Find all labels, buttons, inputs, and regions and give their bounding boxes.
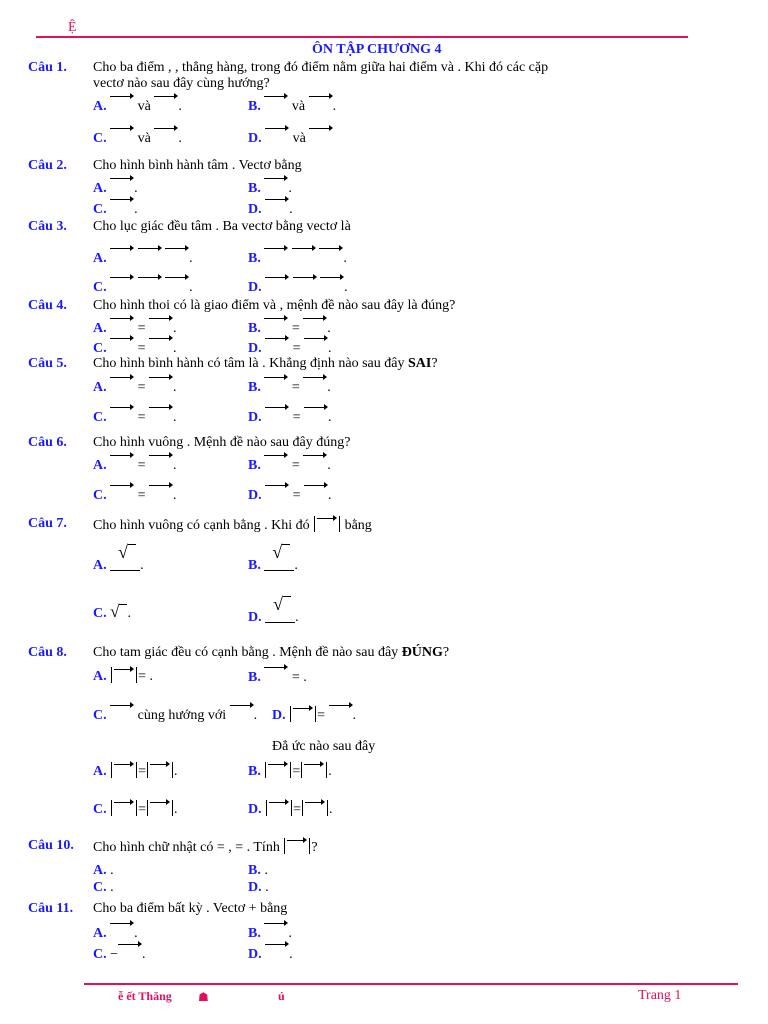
question-label: Câu 11. [28, 901, 74, 916]
question-text: Cho tam giác đều có cạnh bằng . Mệnh đề nào sau đây ĐÚNG? [93, 645, 450, 660]
option-c: C. . [93, 199, 138, 218]
footer-left: ễ ết Thăng [118, 989, 172, 1003]
option-a: A. . [93, 923, 138, 942]
option-d: D. . [248, 944, 293, 963]
option-c: C. = . [93, 338, 177, 357]
option-b: B. = . [248, 318, 331, 337]
option-c: C. = . [93, 802, 178, 817]
option-a: A. = . [93, 764, 178, 779]
question-text: Cho ba điểm bất kỳ . Vectơ + bằng [93, 901, 288, 916]
option-d: D. = . [248, 407, 332, 426]
question-label: Câu 6. [28, 435, 67, 450]
option-b: B. . [248, 923, 292, 942]
option-d: D. và [248, 128, 333, 147]
question-text: Cho lục giác đều tâm . Ba vectơ bằng vectơ là [93, 219, 351, 234]
option-a: A. = . [93, 377, 177, 396]
option-a: A. = . [93, 669, 154, 684]
header-mark: Ệ [68, 20, 77, 35]
option-d: D. . [248, 880, 269, 895]
option-b: B. = . [248, 667, 307, 686]
option-d: D. = . [248, 802, 333, 817]
question-label: Câu 10. [28, 838, 74, 853]
question-text: Cho hình chữ nhật có = , = . Tính ? [93, 840, 318, 855]
question-label: Câu 3. [28, 219, 67, 234]
option-a: A. và . [93, 96, 182, 115]
question-text: Cho ba điểm , , thẳng hàng, trong đó điểm nằm giữa hai điểm và . Khi đó các cặp [93, 60, 549, 75]
option-a: A. = . [93, 455, 177, 474]
option-d: D. = . [248, 485, 332, 504]
option-b: B. . [248, 863, 268, 878]
footer-mid: ú [278, 989, 285, 1003]
option-a: A. . [93, 863, 114, 878]
option-c: C. cùng hướng với . [93, 705, 257, 724]
option-d: D. = . [272, 705, 356, 724]
option-d: D. = . [248, 338, 332, 357]
footer-rule [84, 983, 738, 985]
option-c: C. . [93, 277, 193, 296]
option-b: B. . [248, 248, 347, 267]
header-rule [36, 36, 688, 38]
page-number: Trang 1 [638, 988, 682, 1003]
option-d: D. √ . [248, 594, 299, 625]
question-text: Đẳ ức nào sau đây [272, 739, 376, 754]
option-a: A. = . [93, 318, 177, 337]
question-label: Câu 7. [28, 516, 67, 531]
option-b: B. = . [248, 764, 332, 779]
question-text: Cho hình bình hành có tâm là . Khẳng định nào sau đây SAI? [93, 356, 438, 371]
option-b: B. và . [248, 96, 336, 115]
option-b: B. . [248, 178, 292, 197]
question-label: Câu 5. [28, 356, 67, 371]
option-b: B. = . [248, 377, 331, 396]
option-d: D. . [248, 277, 348, 296]
question-label: Câu 4. [28, 298, 67, 313]
question-text: Cho hình vuông . Mệnh đề nào sau đây đúng? [93, 435, 351, 450]
option-a: A. . [93, 248, 193, 267]
question-label: Câu 2. [28, 158, 67, 173]
option-c: C. = . [93, 485, 177, 504]
option-b: B. √ . [248, 542, 298, 573]
question-text: Cho hình vuông có cạnh bằng . Khi đó bằng [93, 518, 372, 533]
option-b: B. = . [248, 455, 331, 474]
option-c: C. = . [93, 407, 177, 426]
question-text: Cho hình thoi có là giao điểm và , mệnh đề nào sau đây là đúng? [93, 298, 456, 313]
option-a: A. √ . [93, 542, 144, 573]
option-d: D. . [248, 199, 293, 218]
option-a: A. . [93, 178, 138, 197]
option-c: C. và . [93, 128, 182, 147]
option-c: C. √ . [93, 602, 131, 621]
question-text: Cho hình bình hành tâm . Vectơ bằng [93, 158, 302, 173]
question-label: Câu 1. [28, 60, 67, 75]
question-label: Câu 8. [28, 645, 67, 660]
page-title: ÔN TẬP CHƯƠNG 4 [312, 42, 442, 57]
footer-home-icon: ☗ [198, 990, 209, 1004]
option-c: C. − . [93, 944, 146, 963]
option-c: C. . [93, 880, 114, 895]
question-text-line2: vectơ nào sau đây cùng hướng? [93, 76, 270, 91]
